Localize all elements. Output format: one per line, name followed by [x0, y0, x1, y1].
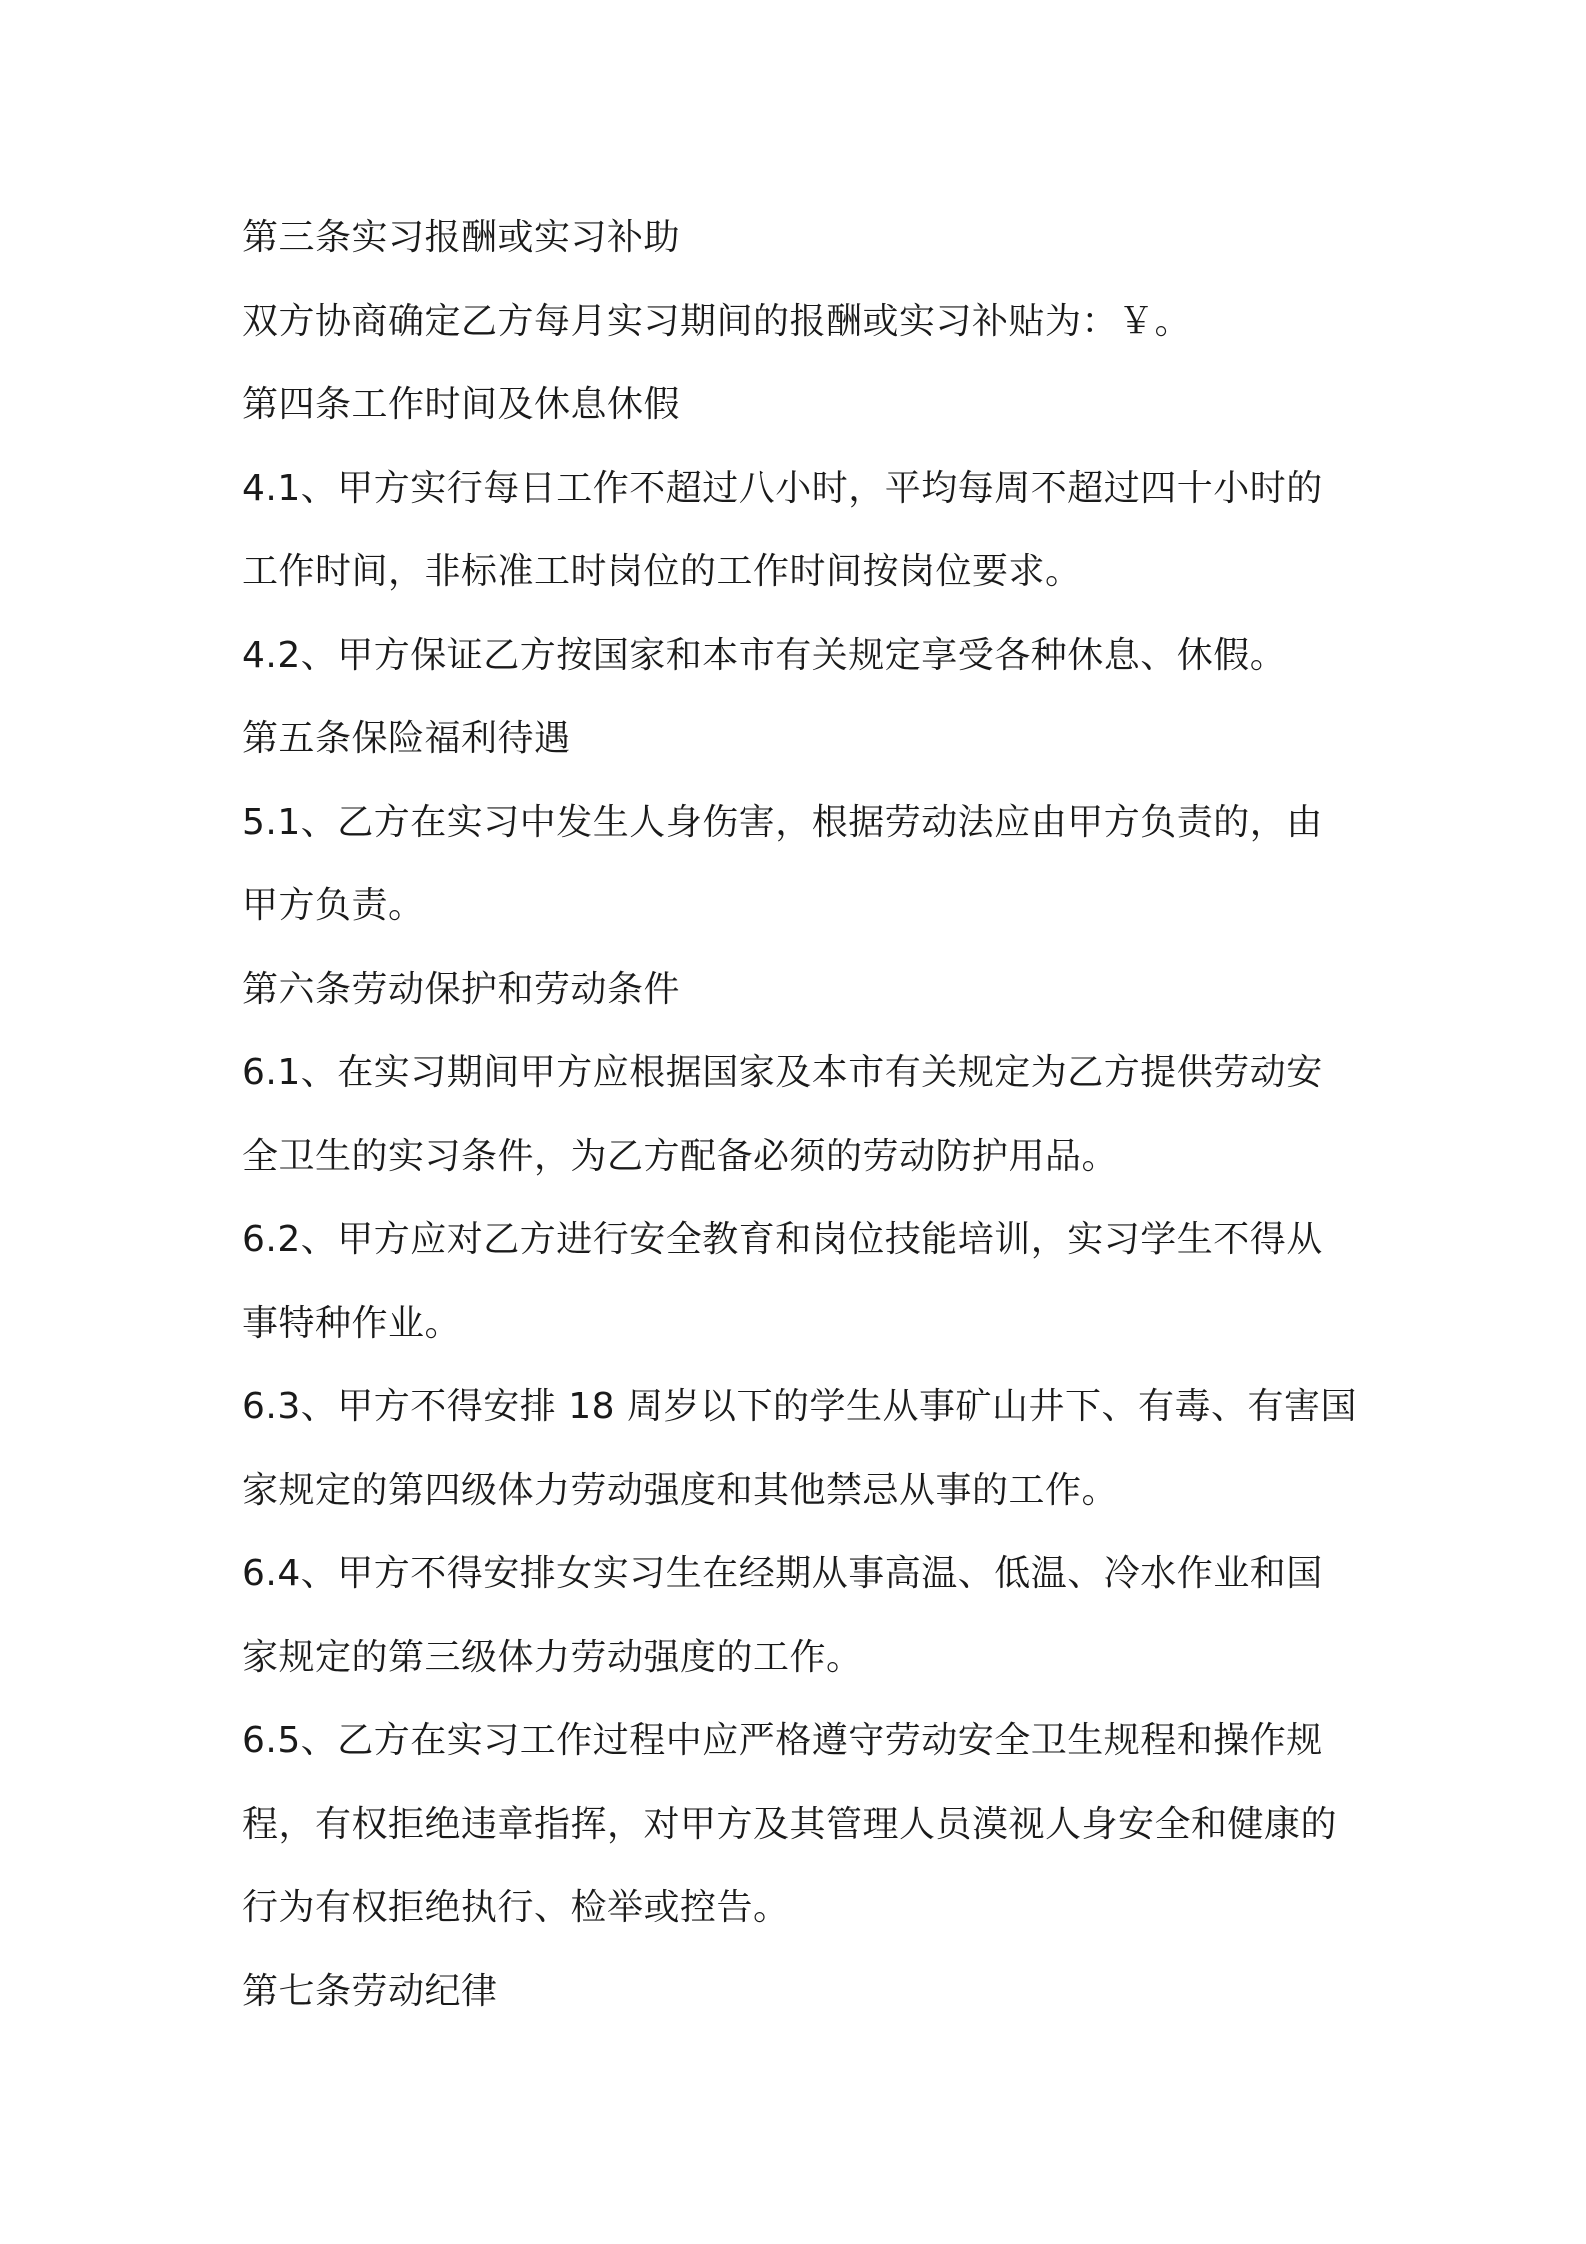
clause-6-2-line-1: 6.2、甲方应对乙方进行安全教育和岗位技能培训，实习学生不得从 — [242, 1219, 1323, 1260]
clause-4-2: 4.2、甲方保证乙方按国家和本市有关规定享受各种休息、休假。 — [242, 634, 1287, 676]
clause-5-1-line-2: 甲方负责。 — [242, 885, 425, 926]
clause-6-1-line-2: 全卫生的实习条件，为乙方配备必须的劳动防护用品。 — [242, 1135, 1119, 1177]
clause-6-4-line-2: 家规定的第三级体力劳动强度的工作。 — [242, 1636, 863, 1678]
clause-6-2-line-2: 事特种作业。 — [242, 1302, 462, 1344]
article-3-heading: 第三条实习报酬或实习补助 — [242, 217, 681, 258]
clause-6-4-line-1: 6.4、甲方不得安排女实习生在经期从事高温、低温、冷水作业和国 — [242, 1553, 1323, 1594]
article-7-heading: 第七条劳动纪律 — [242, 1970, 498, 2012]
clause-6-3-line-2: 家规定的第四级体力劳动强度和其他禁忌从事的工作。 — [242, 1469, 1119, 1511]
clause-4-1-line-1: 4.1、甲方实行每日工作不超过八小时，平均每周不超过四十小时的 — [242, 467, 1323, 509]
clause-4-1-line-2: 工作时间，非标准工时岗位的工作时间按岗位要求。 — [242, 551, 1082, 592]
clause-6-1-line-1: 6.1、在实习期间甲方应根据国家及本市有关规定为乙方提供劳动安 — [242, 1052, 1323, 1093]
article-5-heading: 第五条保险福利待遇 — [242, 718, 571, 759]
clause-6-3-line-1: 6.3、甲方不得安排 18 周岁以下的学生从事矿山井下、有毒、有害国 — [242, 1386, 1357, 1427]
article-3-text: 双方协商确定乙方每月实习期间的报酬或实习补贴为：￥。 — [242, 300, 1192, 342]
clause-5-1-line-1: 5.1、乙方在实习中发生人身伤害，根据劳动法应由甲方负责的，由 — [242, 801, 1323, 843]
document-body — [242, 196, 1362, 2033]
clause-6-5-line-2: 程，有权拒绝违章指挥，对甲方及其管理人员漠视人身安全和健康的 — [242, 1803, 1338, 1845]
article-4-heading: 第四条工作时间及休息休假 — [242, 384, 681, 425]
clause-6-5-line-3: 行为有权拒绝执行、检举或控告。 — [242, 1887, 790, 1928]
article-6-heading: 第六条劳动保护和劳动条件 — [242, 968, 681, 1010]
clause-6-5-line-1: 6.5、乙方在实习工作过程中应严格遵守劳动安全卫生规程和操作规 — [242, 1720, 1323, 1761]
